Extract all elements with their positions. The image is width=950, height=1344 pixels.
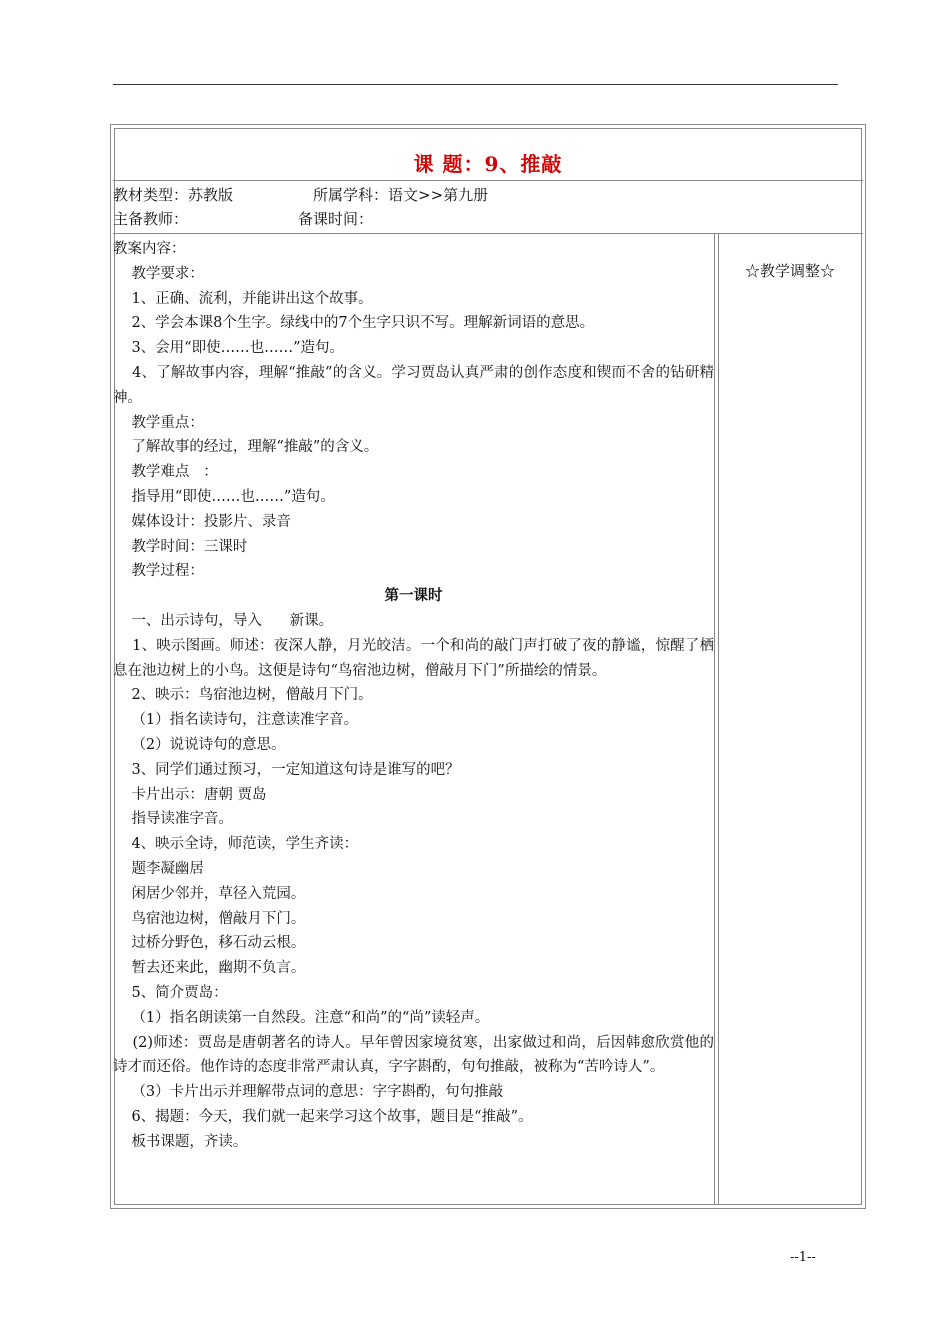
content-line: 教案内容： xyxy=(113,241,186,257)
content-line: 教学过程： xyxy=(113,563,204,580)
content-line: 5、简介贾岛： xyxy=(113,984,228,1001)
subject: 所属学科：语文>>第九册 xyxy=(313,186,489,204)
content-line: 教学难点 ： xyxy=(113,464,218,481)
poem-line: 暂去还来此，幽期不负言。 xyxy=(113,960,306,977)
content-line: 卡片出示：唐朝 贾岛 xyxy=(113,786,267,803)
content-line: 指导用“即使……也……”造句。 xyxy=(113,488,335,505)
poem-line: 鸟宿池边树，僧敲月下门。 xyxy=(113,910,306,927)
section-heading: 第一课时 xyxy=(384,587,443,605)
content-line: 2、映示：鸟宿池边树，僧敲月下门。 xyxy=(113,687,373,704)
prep-time: 备课时间： xyxy=(298,210,374,228)
content-line: 指导读准字音。 xyxy=(113,811,233,828)
content-line: （1）指名朗读第一自然段。注意“和尚”的“尚”读轻声。 xyxy=(113,1009,490,1026)
content-line: （2）说说诗句的意思。 xyxy=(113,736,286,753)
page-number: --1-- xyxy=(790,1250,816,1265)
content-line: 板书课题，齐读。 xyxy=(113,1133,248,1150)
column-divider-double xyxy=(718,233,719,1205)
content-line: 3、会用“即使……也……”造句。 xyxy=(113,340,344,357)
content-line: （1）指名读诗句，注意读准字音。 xyxy=(113,712,359,729)
header-rule xyxy=(113,84,838,85)
teaching-adjustment-label: ☆教学调整☆ xyxy=(744,262,835,280)
content-line: 了解故事的经过，理解“推敲”的含义。 xyxy=(113,439,379,456)
content-line: 4、了解故事内容，理解“推敲”的含义。学习贾岛认真严肃的创作态度和锲而不舍的钻研精神。 xyxy=(113,364,714,406)
lesson-content xyxy=(113,237,714,1154)
content-line: 3、同学们通过预习，一定知道这句诗是谁写的吧？ xyxy=(113,761,460,778)
title-divider xyxy=(113,180,863,181)
column-divider xyxy=(714,233,715,1205)
meta-divider xyxy=(113,233,863,234)
lead-teacher: 主备教师： xyxy=(113,210,189,228)
content-line: (2)师述：贾岛是唐朝著名的诗人。早年曾因家境贫寒，出家做过和尚，后因韩愈欣赏他的诗才而还俗。他作诗的态度非常严肃认真，字字斟酌，句句推敲，被称为“苦吟诗人”。 xyxy=(113,1034,715,1076)
content-line: 1、映示图画。师述：夜深人静，月光皎洁。一个和尚的敲门声打破了夜的静谧，惊醒了栖息在池边树上的小鸟。这便是诗句“鸟宿池边树，僧敲月下门”所描绘的情景。 xyxy=(113,637,714,679)
poem-line: 闲居少邻并，草径入荒园。 xyxy=(113,885,306,902)
poem-line: 过桥分野色，移石动云根。 xyxy=(113,935,306,952)
textbook-type: 教材类型：苏教版 xyxy=(113,186,234,204)
content-line: 6、揭题：今天，我们就一起来学习这个故事，题目是“推敲”。 xyxy=(113,1108,533,1125)
content-line: 教学要求： xyxy=(113,265,204,282)
content-line: 教学重点： xyxy=(113,414,204,431)
content-line: 媒体设计：投影片、录音 xyxy=(113,513,291,530)
content-line: 一、出示诗句，导入 新课。 xyxy=(113,612,334,629)
content-line: 4、映示全诗，师范读，学生齐读： xyxy=(113,836,359,853)
lesson-title: 课 题：9、推敲 xyxy=(413,152,563,176)
content-line: 2、学会本课8个生字。绿线中的7个生字只识不写。理解新词语的意思。 xyxy=(113,315,595,332)
content-line: 教学时间：三课时 xyxy=(113,538,248,555)
content-line: （3）卡片出示并理解带点词的意思：字字斟酌，句句推敲 xyxy=(113,1084,504,1101)
poem-title: 题李凝幽居 xyxy=(113,860,204,877)
content-line: 1、正确、流利，并能讲出这个故事。 xyxy=(113,290,373,307)
